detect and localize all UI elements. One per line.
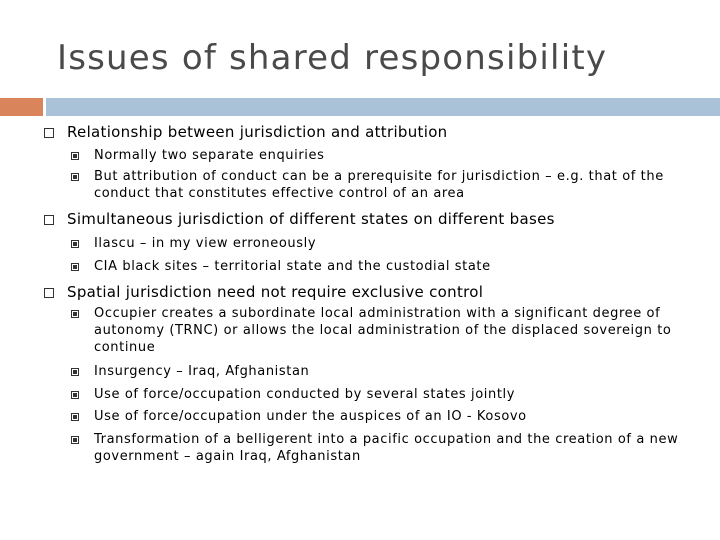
sub-bullet-text: But attribution of conduct can be a prerequisite for jurisdiction – e.g. that of the conduct that constitutes effective control of an area [94, 169, 664, 201]
sub-bullet-text: Insurgency – Iraq, Afghanistan [94, 364, 310, 379]
slide-title: Issues of shared responsibility [57, 38, 608, 78]
filled-square-bullet-icon [71, 368, 79, 376]
filled-square-bullet-icon [71, 310, 79, 318]
filled-square-bullet-icon [71, 436, 79, 444]
accent-bar-orange [0, 98, 43, 116]
filled-square-bullet-icon [71, 263, 79, 271]
bullet-text: Relationship between jurisdiction and attribution [67, 123, 448, 141]
filled-square-bullet-icon [71, 152, 79, 160]
sub-bullet-text: Use of force/occupation under the auspices of an IO - Kosovo [94, 409, 527, 424]
bullet-text: Spatial jurisdiction need not require exclusive control [67, 283, 484, 301]
sub-bullet-text: Transformation of a belligerent into a pacific occupation and the creation of a new government – again Iraq, Afghanistan [94, 432, 679, 464]
sub-bullet-text: Occupier creates a subordinate local administration with a significant degree of autonomy (TRNC) or allows the local administration of the displaced sovereign to continue [94, 306, 672, 355]
sub-bullet-text: Use of force/occupation conducted by several states jointly [94, 387, 516, 402]
filled-square-bullet-icon [71, 391, 79, 399]
square-bullet-icon [44, 288, 54, 298]
square-bullet-icon [44, 128, 54, 138]
square-bullet-icon [44, 215, 54, 225]
accent-bar-blue [46, 98, 720, 116]
sub-bullet-text: CIA black sites – territorial state and the custodial state [94, 259, 491, 274]
filled-square-bullet-icon [71, 173, 79, 181]
bullet-text: Simultaneous jurisdiction of different states on different bases [67, 210, 555, 228]
sub-bullet-text: Ilascu – in my view erroneously [94, 236, 317, 251]
filled-square-bullet-icon [71, 240, 79, 248]
filled-square-bullet-icon [71, 413, 79, 421]
sub-bullet-text: Normally two separate enquiries [94, 148, 325, 163]
